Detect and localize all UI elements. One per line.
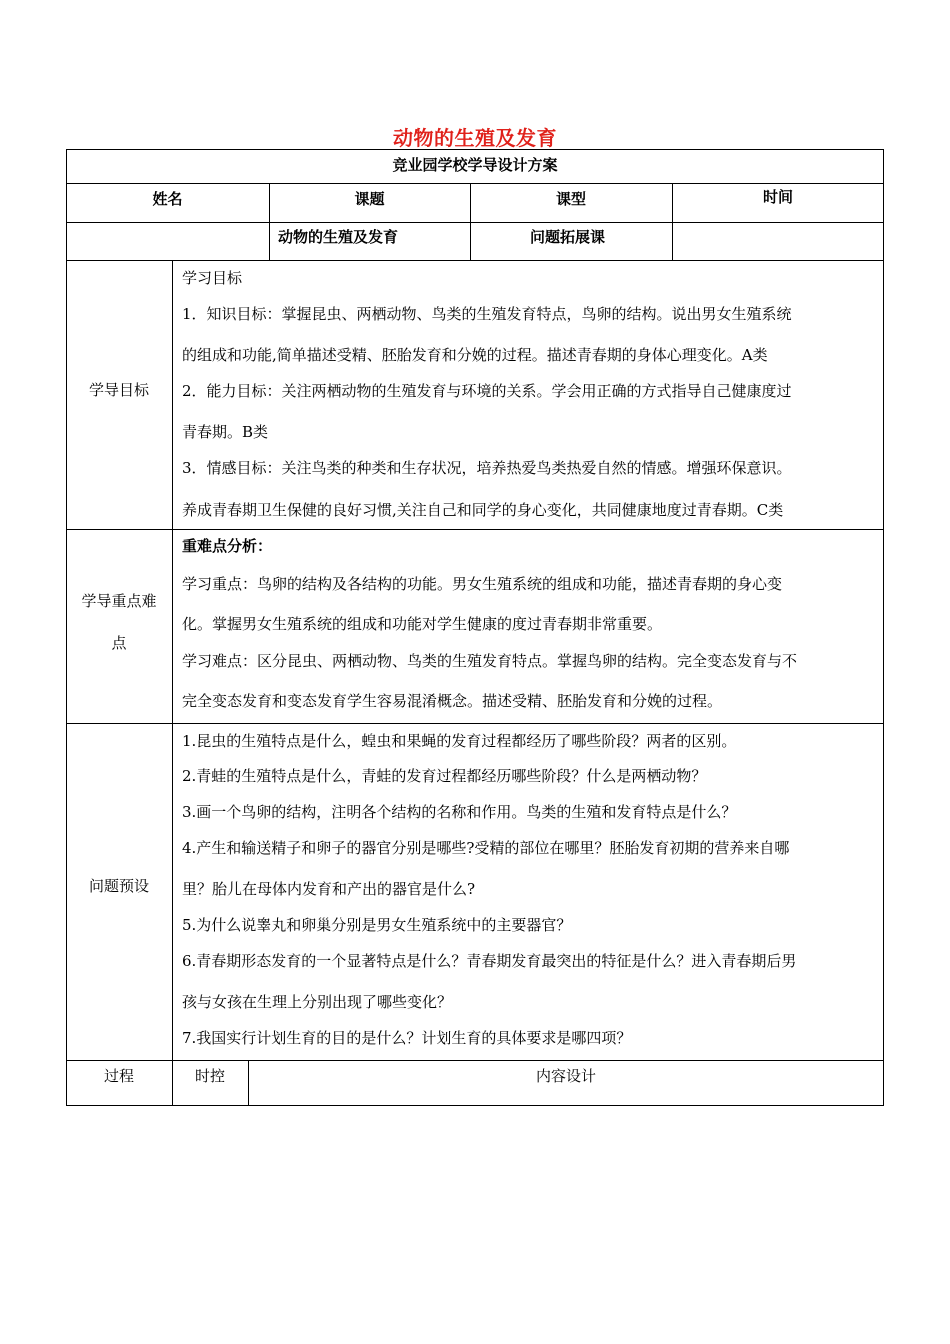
question-line: 2.青蛙的生殖特点是什么，青蛙的发育过程都经历哪些阶段？什么是两栖动物？ [182,767,707,785]
header-type: 课型 [555,190,586,208]
key-points-label-line1: 学导重点难 [81,592,157,610]
row-divider [66,723,884,724]
type-value: 问题拓展课 [530,228,606,246]
key-points-line: 化。掌握男女生殖系统的组成和功能对学生健康的度过青春期非常重要。 [182,615,663,633]
goals-line: 2．能力目标：关注两栖动物的生殖发育与环境的关系。学会用正确的方式指导自己健康度过 [182,382,792,400]
goals-line: 学习目标 [182,269,243,287]
key-points-line: 学习难点：区分昆虫、两栖动物、鸟类的生殖发育特点。掌握鸟卵的结构。完全变态发育与不 [182,652,798,670]
header-name: 姓名 [152,190,183,208]
time-control-label: 时控 [194,1067,225,1085]
goals-line: 的组成和功能,简单描述受精、胚胎发育和分娩的过程。描述青春期的身体心理变化。A类 [182,346,768,364]
goals-line: 青春期。B类 [182,423,269,441]
question-line: 里？胎儿在母体内发育和产出的器官是什么? [182,880,476,898]
row-divider [66,222,884,223]
document-title: 动物的生殖及发育 [393,126,557,150]
question-line: 1.昆虫的生殖特点是什么，蝗虫和果蝇的发育过程都经历了哪些阶段？两者的区别。 [182,732,737,750]
header-topic: 课题 [354,190,385,208]
key-points-line: 完全变态发育和变态发育学生容易混淆概念。描述受精、胚胎发育和分娩的过程。 [182,692,723,710]
col-divider [172,260,173,1106]
questions-label: 问题预设 [88,877,149,895]
question-line: 7.我国实行计划生育的目的是什么？计划生育的具体要求是哪四项？ [182,1029,632,1047]
goals-label: 学导目标 [88,381,149,399]
key-points-line: 学习重点：鸟卵的结构及各结构的功能。男女生殖系统的组成和功能，描述青春期的身心变 [182,575,783,593]
question-line: 4.产生和输送精子和卵子的器官分别是哪些?受精的部位在哪里？胚胎发育初期的营养来自哪 [182,839,790,857]
question-line: 6.青春期形态发育的一个显著特点是什么？青春期发育最突出的特征是什么？进入青春期后男 [182,952,797,970]
row-divider [66,529,884,530]
row-divider [66,1060,884,1061]
goals-line: 1．知识目标：掌握昆虫、两栖动物、鸟类的生殖发育特点，鸟卵的结构。说出男女生殖系统 [182,305,792,323]
process-label: 过程 [103,1067,134,1085]
key-points-heading: 重难点分析： [182,537,273,555]
question-line: 孩与女孩在生理上分别出现了哪些变化？ [182,993,453,1011]
goals-line: 3．情感目标：关注鸟类的种类和生存状况，培养热爱鸟类热爱自然的情感。增强环保意识。 [182,459,792,477]
goals-line: 养成青春期卫生保健的良好习惯,关注自己和同学的身心变化，共同健康地度过青春期。C类 [182,501,784,519]
content-design-label: 内容设计 [535,1067,596,1085]
question-line: 5.为什么说睾丸和卵巢分别是男女生殖系统中的主要器官？ [182,916,572,934]
row-divider [66,183,884,184]
topic-value: 动物的生殖及发育 [278,228,399,246]
row-divider [66,260,884,261]
question-line: 3.画一个鸟卵的结构，注明各个结构的名称和作用。鸟类的生殖和发育特点是什么？ [182,803,737,821]
key-points-label-line2: 点 [111,634,127,652]
header-time: 时间 [762,188,793,206]
school-plan-title: 竞业园学校学导设计方案 [392,156,558,174]
